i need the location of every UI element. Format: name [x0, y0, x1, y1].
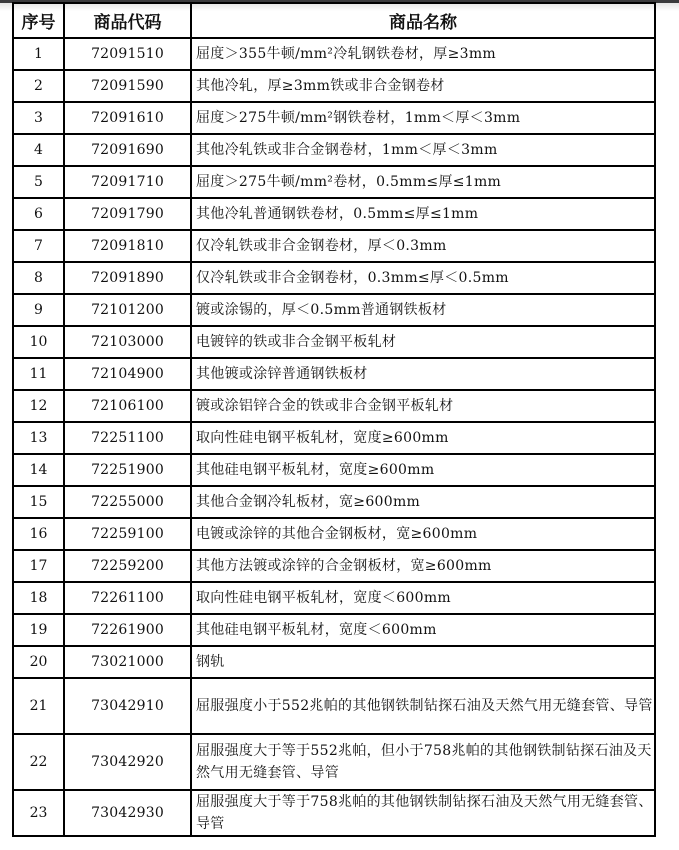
row-code: 72104900 — [64, 358, 191, 390]
row-name: 取向性硅电钢平板轧材，宽度＜600mm — [191, 582, 655, 614]
row-name: 镀或涂锡的，厚＜0.5mm普通钢铁板材 — [191, 294, 655, 326]
row-code: 72251100 — [64, 422, 191, 454]
row-name: 仅冷轧铁或非合金钢卷材，厚＜0.3mm — [191, 230, 655, 262]
row-code: 72091610 — [64, 102, 191, 134]
row-index: 1 — [13, 38, 64, 70]
row-code: 72091690 — [64, 134, 191, 166]
table-row — [13, 390, 655, 422]
row-index: 22 — [13, 734, 64, 790]
table-row — [13, 454, 655, 486]
table-row — [13, 486, 655, 518]
table-row — [13, 262, 655, 294]
row-code: 72106100 — [64, 390, 191, 422]
row-name: 其他硅电钢平板轧材，宽度＜600mm — [191, 614, 655, 646]
row-code: 72261100 — [64, 582, 191, 614]
row-code: 73042920 — [64, 734, 191, 790]
table-row — [13, 422, 655, 454]
row-name: 其他冷轧普通钢铁卷材，0.5mm≤厚≤1mm — [191, 198, 655, 230]
commodity-table — [12, 2, 656, 837]
table-row — [13, 646, 655, 678]
row-index: 4 — [13, 134, 64, 166]
row-code: 73021000 — [64, 646, 191, 678]
table-row — [13, 166, 655, 198]
table-row — [13, 518, 655, 550]
row-name: 仅冷轧铁或非合金钢卷材，0.3mm≤厚＜0.5mm — [191, 262, 655, 294]
row-code: 72259200 — [64, 550, 191, 582]
table-row — [13, 358, 655, 390]
row-index: 8 — [13, 262, 64, 294]
row-index: 19 — [13, 614, 64, 646]
row-code: 72261900 — [64, 614, 191, 646]
row-index: 5 — [13, 166, 64, 198]
row-code: 72091510 — [64, 38, 191, 70]
row-code: 72259100 — [64, 518, 191, 550]
header-code: 商品代码 — [64, 3, 191, 38]
row-index: 2 — [13, 70, 64, 102]
row-index: 6 — [13, 198, 64, 230]
row-index: 9 — [13, 294, 64, 326]
row-name: 其他镀或涂锌普通钢铁板材 — [191, 358, 655, 390]
row-code: 73042910 — [64, 678, 191, 734]
row-name: 屈度＞355牛顿/mm²冷轧钢铁卷材，厚≥3mm — [191, 38, 655, 70]
row-index: 17 — [13, 550, 64, 582]
row-name: 屈服强度大于等于758兆帕的其他钢铁制钻探石油及天然气用无缝套管、导管 — [191, 790, 655, 836]
table-row — [13, 734, 655, 790]
row-index: 18 — [13, 582, 64, 614]
row-name: 屈服强度小于552兆帕的其他钢铁制钻探石油及天然气用无缝套管、导管 — [191, 678, 655, 734]
row-code: 72103000 — [64, 326, 191, 358]
row-code: 72091890 — [64, 262, 191, 294]
row-name: 取向性硅电钢平板轧材，宽度≥600mm — [191, 422, 655, 454]
row-name: 屈度＞275牛顿/mm²卷材，0.5mm≤厚≤1mm — [191, 166, 655, 198]
header-name: 商品名称 — [191, 3, 655, 38]
row-index: 14 — [13, 454, 64, 486]
row-code: 73042930 — [64, 790, 191, 836]
table-row — [13, 294, 655, 326]
table-row — [13, 230, 655, 262]
table-row — [13, 678, 655, 734]
row-code: 72091590 — [64, 70, 191, 102]
row-name: 电镀锌的铁或非合金钢平板轧材 — [191, 326, 655, 358]
row-code: 72101200 — [64, 294, 191, 326]
row-name: 电镀或涂锌的其他合金钢板材，宽≥600mm — [191, 518, 655, 550]
table-row — [13, 102, 655, 134]
row-name: 其他冷轧铁或非合金钢卷材，1mm＜厚＜3mm — [191, 134, 655, 166]
row-index: 20 — [13, 646, 64, 678]
row-name: 钢轨 — [191, 646, 655, 678]
row-code: 72255000 — [64, 486, 191, 518]
row-name: 镀或涂铝锌合金的铁或非合金钢平板轧材 — [191, 390, 655, 422]
header-row — [13, 3, 655, 38]
row-name: 其他冷轧，厚≥3mm铁或非合金钢卷材 — [191, 70, 655, 102]
row-index: 3 — [13, 102, 64, 134]
header-index: 序号 — [13, 3, 64, 38]
table-row — [13, 70, 655, 102]
row-index: 12 — [13, 390, 64, 422]
row-index: 15 — [13, 486, 64, 518]
row-index: 23 — [13, 790, 64, 836]
row-index: 11 — [13, 358, 64, 390]
row-index: 16 — [13, 518, 64, 550]
row-index: 7 — [13, 230, 64, 262]
row-name: 其他方法镀或涂锌的合金钢板材，宽≥600mm — [191, 550, 655, 582]
row-code: 72091710 — [64, 166, 191, 198]
row-name: 其他合金钢冷轧板材，宽≥600mm — [191, 486, 655, 518]
row-name: 其他硅电钢平板轧材，宽度≥600mm — [191, 454, 655, 486]
table-row — [13, 550, 655, 582]
table-row — [13, 198, 655, 230]
row-name: 屈服强度大于等于552兆帕，但小于758兆帕的其他钢铁制钻探石油及天然气用无缝套管、导管 — [191, 734, 655, 790]
row-code: 72091790 — [64, 198, 191, 230]
table-row — [13, 134, 655, 166]
row-index: 13 — [13, 422, 64, 454]
row-index: 10 — [13, 326, 64, 358]
row-code: 72091810 — [64, 230, 191, 262]
table-row — [13, 614, 655, 646]
row-name: 屈度＞275牛顿/mm²钢铁卷材，1mm＜厚＜3mm — [191, 102, 655, 134]
row-index: 21 — [13, 678, 64, 734]
table-row — [13, 326, 655, 358]
row-code: 72251900 — [64, 454, 191, 486]
table-row — [13, 582, 655, 614]
table-row — [13, 38, 655, 70]
table-row — [13, 790, 655, 836]
